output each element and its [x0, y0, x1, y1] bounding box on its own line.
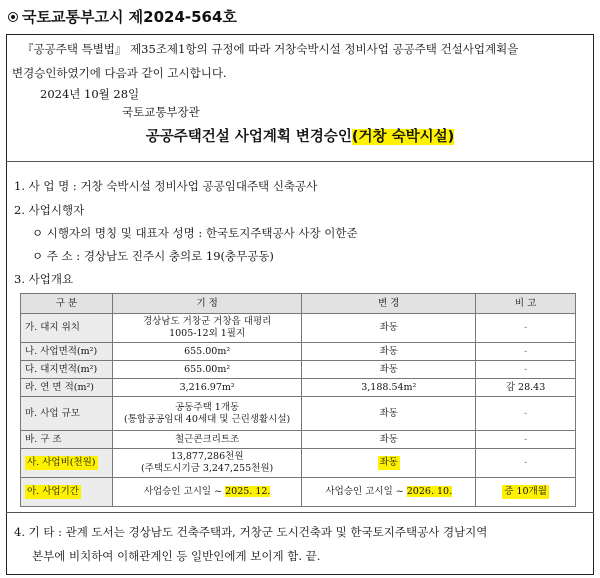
row-after	[302, 478, 476, 507]
divider	[6, 512, 594, 513]
row-note: -	[476, 449, 576, 478]
highlighted-note: 증 10개월	[504, 486, 547, 497]
col-header: 구 분	[21, 294, 113, 314]
table-row	[21, 314, 576, 343]
row-note: 감 28.43	[476, 379, 576, 397]
row-label: 마. 사업 규모	[21, 397, 113, 431]
highlighted-label: 사. 사업비(천원)	[27, 457, 96, 468]
item-3: 3. 사업개요	[14, 272, 74, 286]
before-line: (통합공공임대 40세대 및 근린생활시설)	[124, 413, 291, 425]
intro-line-1: 『공공주택 특별법』 제35조제1항의 규정에 따라 거창숙박시설 정비사업 공공주택 건설사업계획을	[22, 42, 519, 56]
table-row	[21, 449, 576, 478]
table-row	[21, 379, 576, 397]
item-4-line-2: 본부에 비치하여 이해관계인 등 일반인에게 보이게 함. 끝.	[32, 549, 321, 563]
title-main: 공공주택건설 사업계획 변경승인	[145, 129, 352, 145]
project-table	[20, 293, 576, 507]
title-highlight: (거창 숙박시설)	[351, 129, 455, 145]
item-4-line-1: 4. 기 타 : 관계 도서는 경상남도 건축주택과, 거창군 도시건축과 및 한국토지주택공사 경남지역	[14, 525, 488, 539]
row-label	[21, 449, 113, 478]
col-header: 비 고	[476, 294, 576, 314]
highlighted-after: 2026. 10.	[406, 486, 453, 497]
notice-number: 국토교통부고시 제2024-564호	[22, 8, 237, 26]
row-before: 655.00m²	[112, 361, 302, 379]
table-row	[21, 397, 576, 431]
before-line: 경상남도 거창군 거창읍 대평리	[142, 316, 272, 327]
page-title	[0, 125, 600, 146]
item-1: 1. 사 업 명 : 거창 숙박시설 정비사업 공공임대주택 신축공사	[14, 179, 318, 193]
row-note: -	[476, 314, 576, 343]
bullet-icon	[8, 12, 18, 22]
row-note: -	[476, 361, 576, 379]
row-after: 좌동	[302, 361, 476, 379]
row-label: 다. 대지면적(m²)	[21, 361, 113, 379]
row-label: 나. 사업면적(m²)	[21, 343, 113, 361]
row-before	[112, 397, 302, 431]
before-text: 사업승인 고시일 ~	[143, 486, 223, 497]
row-before: 철근콘크리트조	[112, 431, 302, 449]
before-line: 13,877,286천원	[170, 451, 244, 462]
notice-header	[8, 6, 237, 27]
after-text: 사업승인 고시일 ~	[325, 486, 404, 497]
item-2b: ㅇ 주 소 : 경상남도 진주시 충의로 19(충무공동)	[32, 249, 274, 263]
highlighted-after: 좌동	[379, 457, 398, 468]
table-row	[21, 478, 576, 507]
row-label: 가. 대지 위치	[21, 314, 113, 343]
row-note: -	[476, 397, 576, 431]
row-label	[21, 478, 113, 507]
row-after: 좌동	[302, 431, 476, 449]
row-note: -	[476, 343, 576, 361]
item-2: 2. 사업시행자	[14, 203, 85, 217]
col-header: 변 경	[302, 294, 476, 314]
notice-date: 2024년 10월 28일	[40, 87, 140, 101]
row-before	[112, 449, 302, 478]
row-after	[302, 449, 476, 478]
row-before	[112, 478, 302, 507]
before-line: (주택도시기금 3,247,255천원)	[141, 463, 274, 474]
intro-line-2: 변경승인하였기에 다음과 같이 고시합니다.	[12, 66, 227, 80]
row-before: 655.00m²	[112, 343, 302, 361]
row-before: 3,216.97m²	[112, 379, 302, 397]
col-header: 기 정	[112, 294, 302, 314]
row-after: 좌동	[302, 397, 476, 431]
table-row	[21, 343, 576, 361]
row-after: 3,188.54m²	[302, 379, 476, 397]
row-label: 라. 연 면 적(m²)	[21, 379, 113, 397]
highlighted-label: 아. 사업기간	[27, 486, 79, 497]
item-2a: ㅇ 시행자의 명칭 및 대표자 성명 : 한국토지주택공사 사장 이한준	[32, 226, 358, 240]
row-label: 바. 구 조	[21, 431, 113, 449]
before-line: 1005-12외 1필지	[169, 328, 246, 339]
table-header-row	[21, 294, 576, 314]
row-before	[112, 314, 302, 343]
row-note: -	[476, 431, 576, 449]
row-after: 좌동	[302, 343, 476, 361]
issuer: 국토교통부장관	[122, 105, 200, 119]
row-note	[476, 478, 576, 507]
table-row	[21, 431, 576, 449]
row-after: 좌동	[302, 314, 476, 343]
divider	[6, 161, 594, 162]
before-line: 공동주택 1개동	[175, 401, 240, 413]
highlighted-before: 2025. 12.	[225, 486, 271, 497]
table-row	[21, 361, 576, 379]
